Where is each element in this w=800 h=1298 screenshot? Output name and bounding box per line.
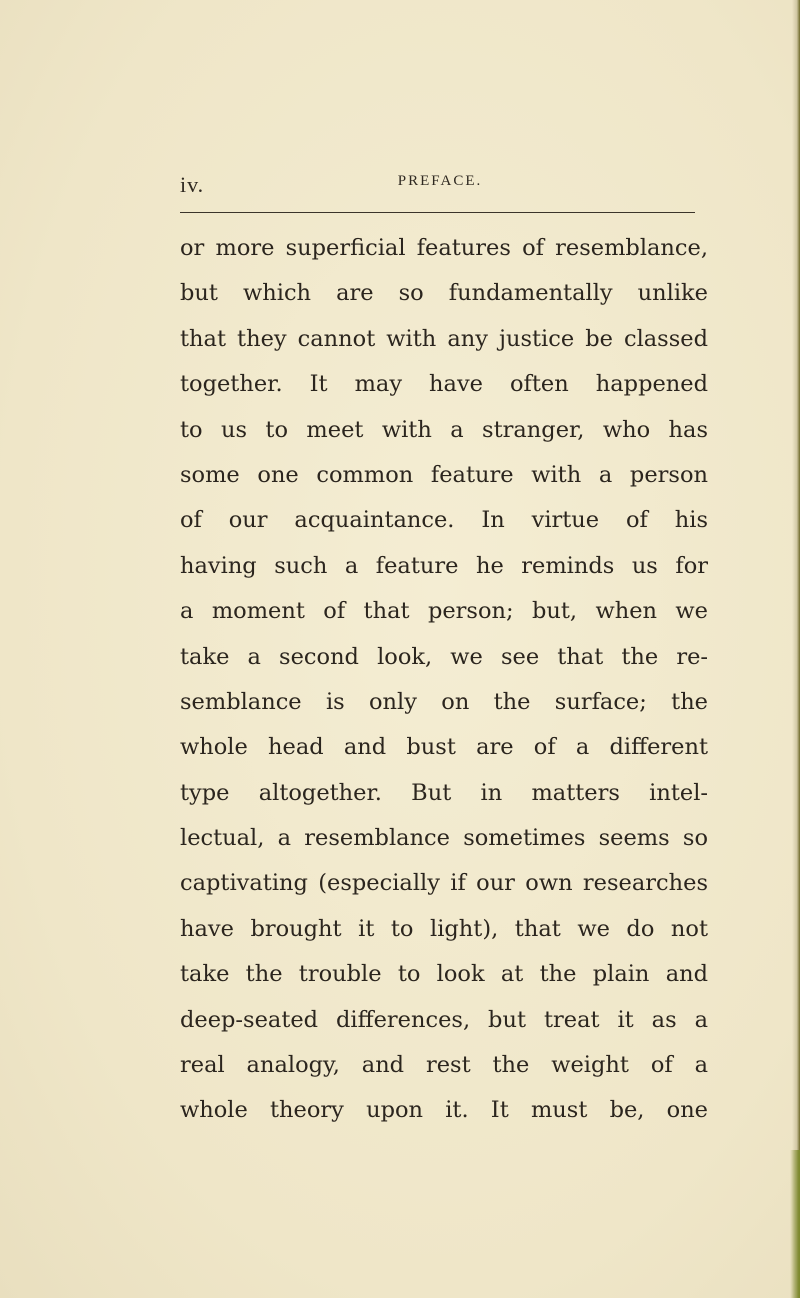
body-text — [180, 226, 708, 1134]
text-line: type altogether. But in matters intel- — [180, 779, 708, 806]
text-line: or more superficial features of resemblance, — [180, 235, 708, 261]
text-line: a moment of that person; but, when we — [180, 598, 708, 625]
text-line: having such a feature he reminds us for — [180, 552, 708, 579]
text-line: lectual, a resemblance sometimes seems so — [180, 825, 708, 852]
text-line: take a second look, we see that the re- — [180, 643, 708, 670]
running-head: PREFACE. — [397, 173, 483, 189]
header-rule — [180, 212, 695, 213]
text-line: real analogy, and rest the weight of a — [180, 1052, 708, 1079]
text-line: take the trouble to look at the plain and — [180, 961, 708, 988]
text-line: together. It may have often happened — [180, 371, 708, 398]
text-line: of our acquaintance. In virtue of his — [180, 507, 708, 534]
text-line: have brought it to light), that we do not — [180, 915, 708, 942]
text-line: some one common feature with a person — [180, 461, 708, 488]
text-line: semblance is only on the surface; the — [180, 688, 708, 715]
page-edge-stain — [790, 1150, 800, 1298]
page-number: iv. — [180, 172, 205, 197]
page-header — [180, 170, 700, 200]
text-line: that they cannot with any justice be classed — [180, 325, 708, 352]
text-line: whole head and bust are of a different — [180, 734, 708, 761]
text-line: to us to meet with a stranger, who has — [180, 416, 708, 443]
text-line: whole theory upon it. It must be, one — [180, 1097, 708, 1124]
page-edge-shadow — [792, 0, 800, 1298]
text-line: but which are so fundamentally unlike — [180, 280, 708, 307]
text-line: deep-seated differences, but treat it as a — [180, 1006, 708, 1033]
text-line: captivating (especially if our own researches — [180, 870, 708, 897]
